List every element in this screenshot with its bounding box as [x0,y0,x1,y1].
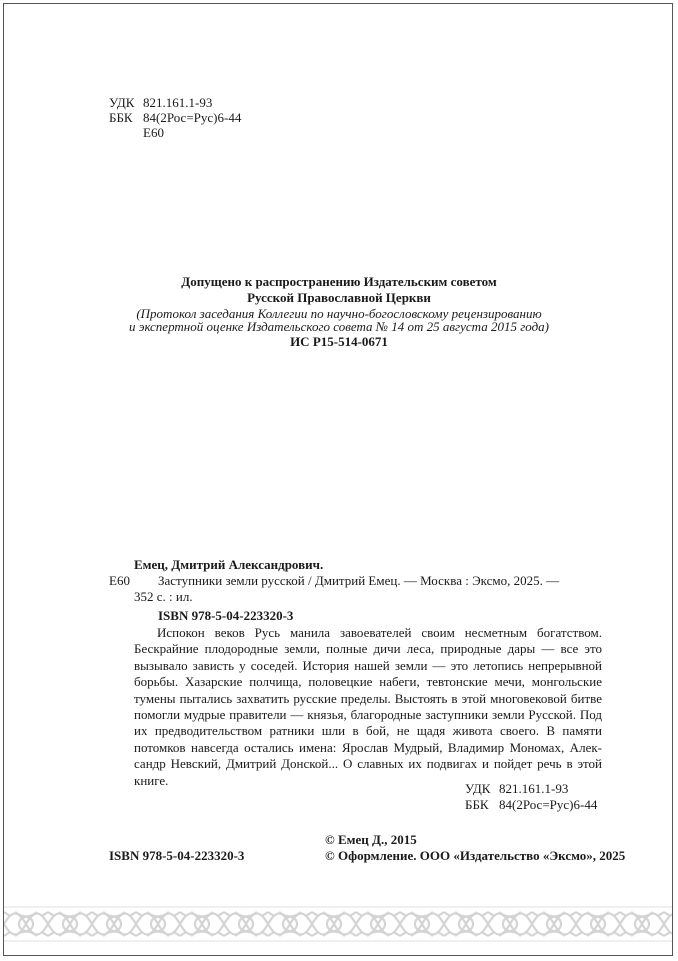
biblio-bbk-label: ББК [465,797,489,812]
approval-protocol-line-2: и экспертной оценке Издательского совета № 14 от 25 августа 2015 года) [128,319,550,334]
abstract [134,625,602,789]
biblio-isbn: ISBN 978-5-04-223320-3 [158,608,294,623]
approval-protocol-line-1: (Протокол заседания Коллегии по научно-богословскому рецензированию [136,306,542,321]
title-line-2: 352 с. : ил. [134,589,193,604]
top-author-mark: Е60 [143,125,164,140]
top-bbk-label: ББК [109,110,133,125]
approval-line-1: Допущено к распространению Издательским советом [181,274,497,289]
author-heading: Емец, Дмитрий Александрович. [134,557,324,572]
ornament-border [4,906,672,942]
abstract-text: Испокон веков Русь манила завоевателей своим несметным богатством. Бескрайние плодородные земли, полные дичи леса, природные дары — все это вызывало зависть у соседей. История нашей земли — это летопись непрерывной борьбы. Хазарские полчища, половецкие набеги, тевтонские мечи, монгольские тумены пытались захватить русские пределы. Выстоять в этой многовековой битве помогли мудрые правители — князья, благородные заступники земли Русской. Под их предводительством ратники шли в бой, не щадя живота своего. В памяти потомков навсегда остались имена: Ярослав Мудрый, Владимир Мономах, Александр Невский, Дмитрий Донской... О славных их подвигах и пойдет речь в этой книге. [134,625,602,788]
top-bbk-value: 84(2Рос=Рус)6-44 [143,110,242,125]
approval-line-2: Русской Православной Церкви [247,290,431,305]
top-udk-value: 821.161.1-93 [143,95,213,110]
biblio-author-mark: Е60 [109,573,130,588]
biblio-udk-value: 821.161.1-93 [499,781,569,796]
page-frame [3,3,673,956]
copyright-author: © Емец Д., 2015 [325,832,417,847]
biblio-bbk-value: 84(2Рос=Рус)6-44 [499,797,598,812]
approval-code: ИС Р15-514-0671 [290,334,388,349]
footer-isbn: ISBN 978-5-04-223320-3 [109,848,245,863]
copyright-design: © Оформление. ООО «Издательство «Эксмо», 2025 [325,848,626,863]
top-udk-label: УДК [109,95,135,110]
biblio-udk-label: УДК [465,781,491,796]
title-line-1: Заступники земли русской / Дмитрий Емец. — Москва : Эксмо, 2025. — [158,573,560,588]
